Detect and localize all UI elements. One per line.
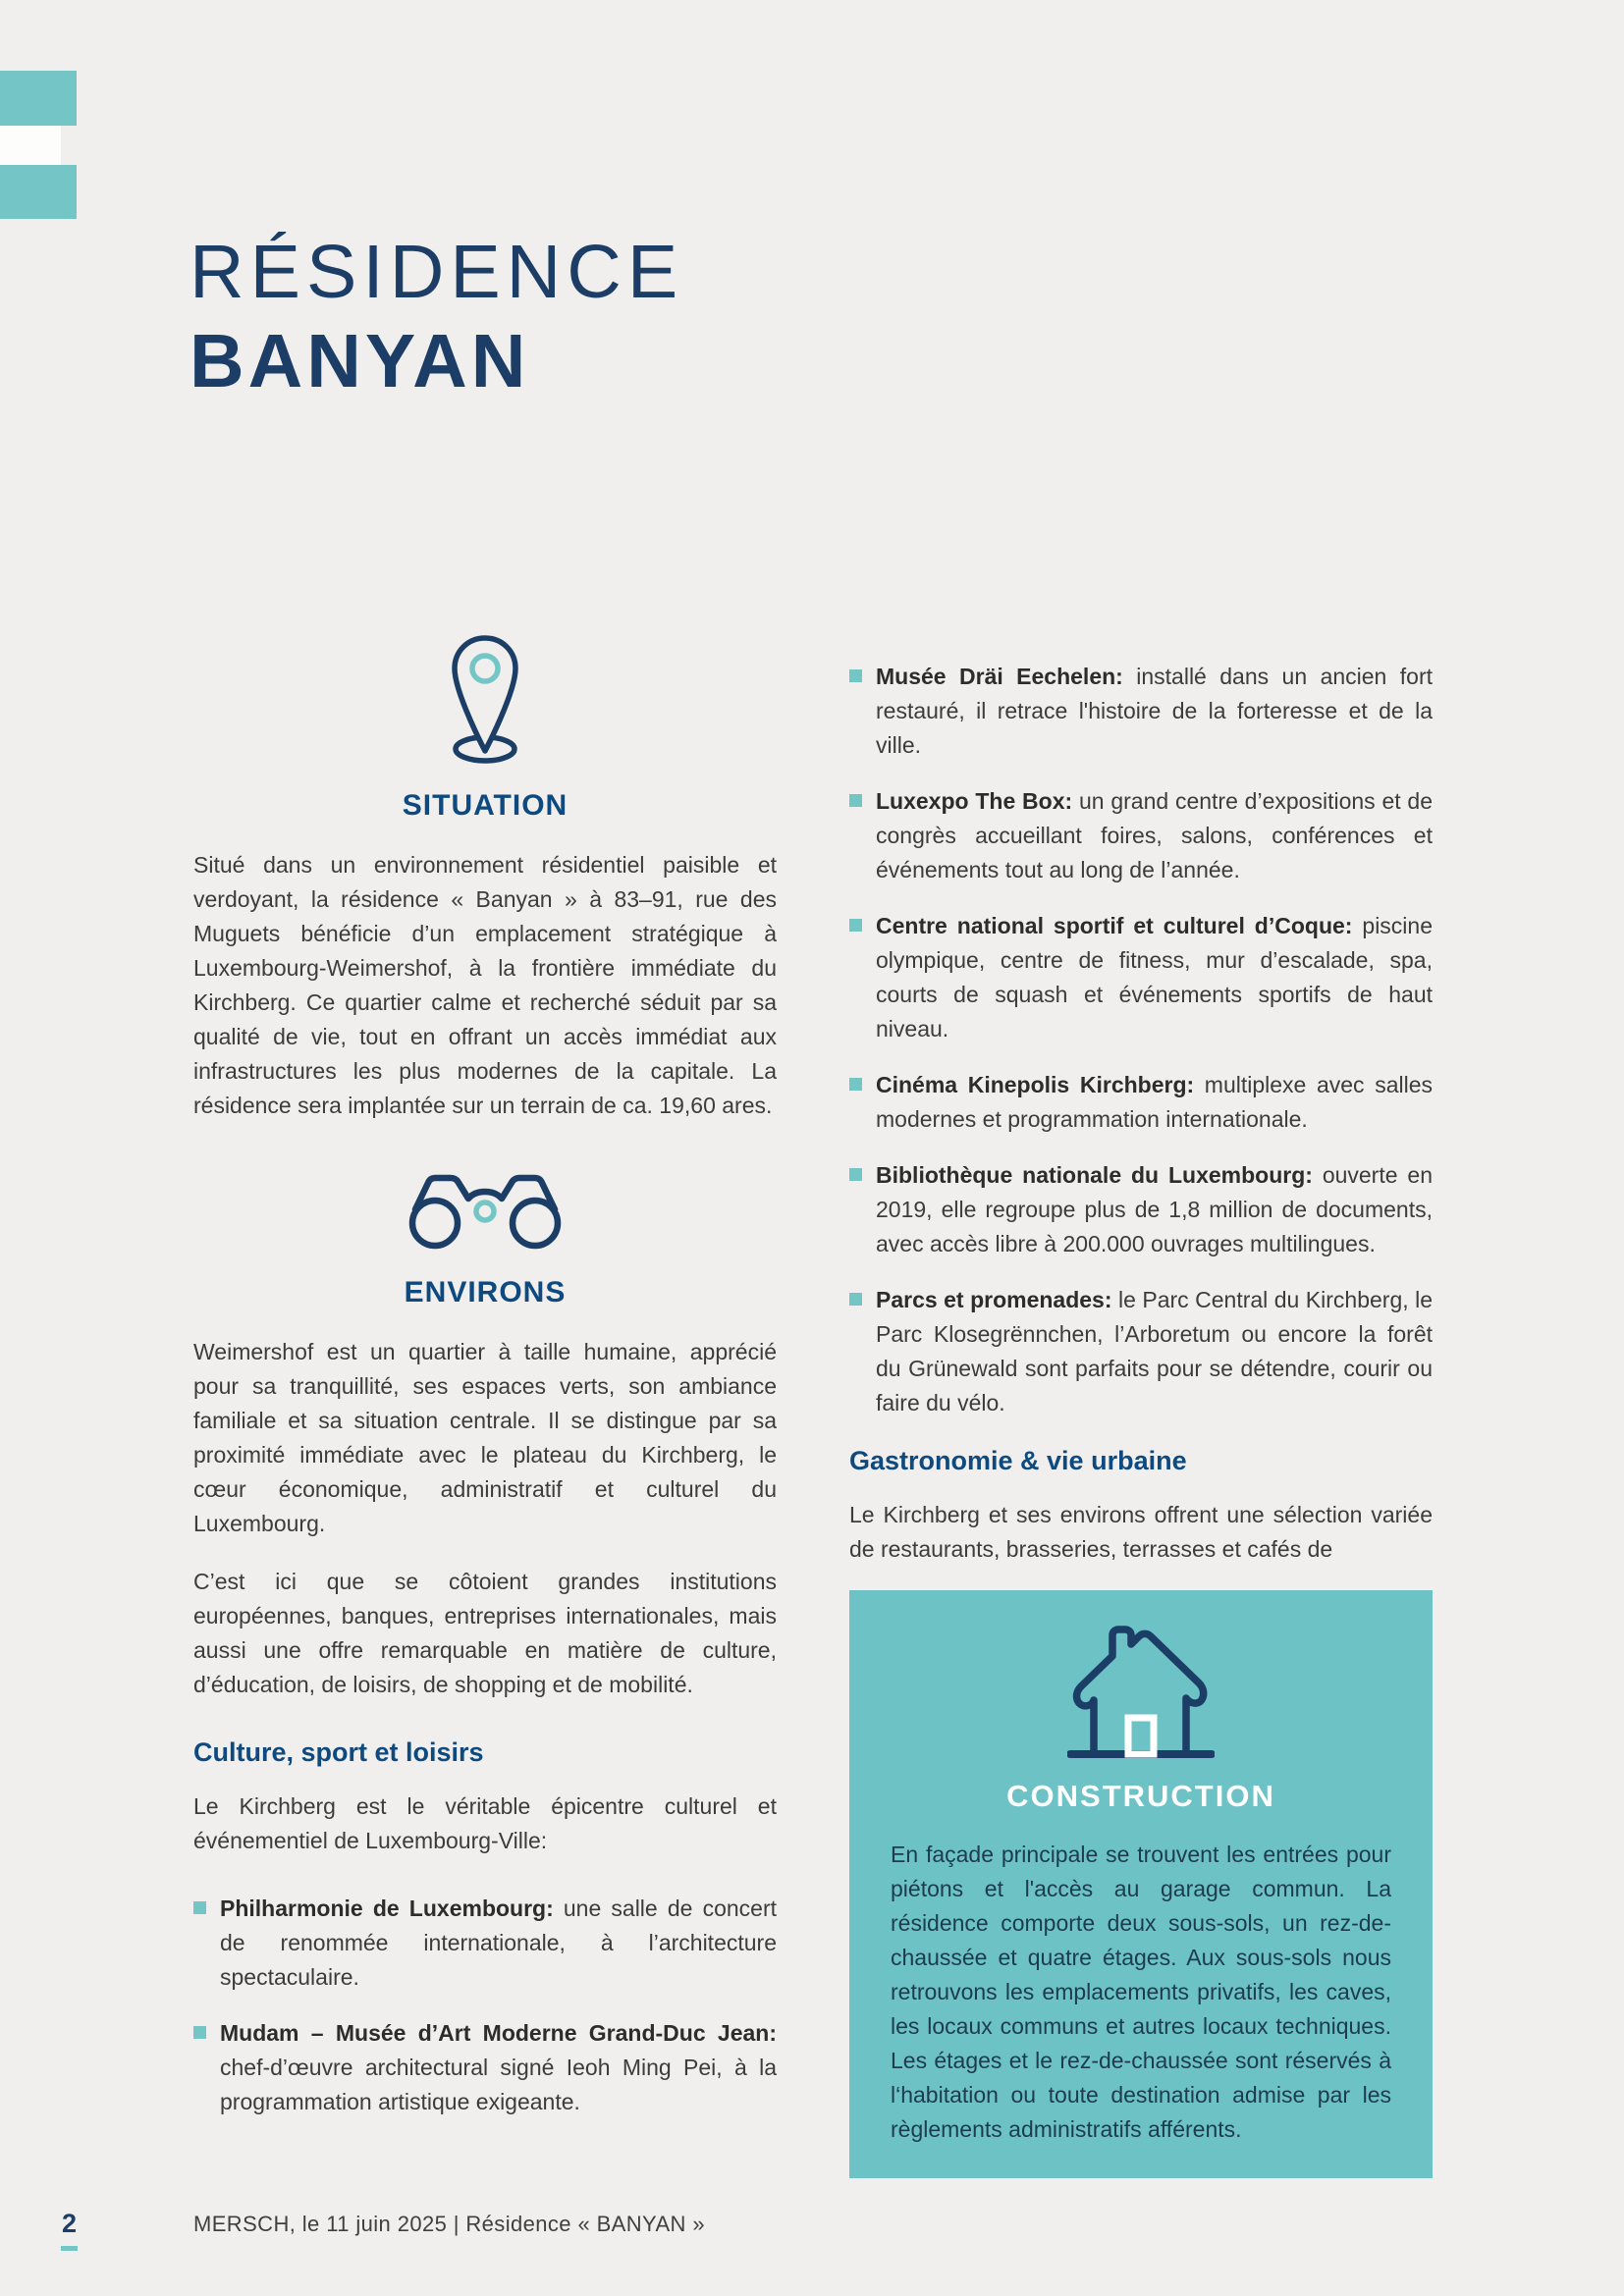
list-item [193,2016,777,2119]
section-heading-construction: CONSTRUCTION [1006,1779,1275,1813]
construction-box [849,1590,1433,2178]
right-column [849,660,1433,2178]
bullet-square-icon [193,1901,206,1914]
bullet-title: Bibliothèque nationale du Luxembourg: [876,1162,1313,1188]
list-item [849,1068,1433,1137]
page-number-underline [61,2246,78,2251]
bullet-text: chef-d’œuvre architectural signé Ieoh Ming Pei, à la programmation artistique exigeante. [220,2055,777,2114]
bullet-square-icon [849,669,862,682]
bullet-title: Cinéma Kinepolis Kirchberg: [876,1072,1195,1097]
page-title-line2: BANYAN [189,319,530,403]
subheading-culture: Culture, sport et loisirs [193,1737,484,1767]
binoculars-icon [406,1168,565,1251]
bullet-square-icon [849,1168,862,1181]
situation-paragraph: Situé dans un environnement résidentiel paisible et verdoyant, la résidence « Banyan » à 83–91, rue des Muguets bénéficie d’un emplacement stratégique à Luxembourg-Weimershof, à la frontière immédiate du Kirchberg. Ce quartier calme et recherché séduit par sa qualité de vie, tout en offrant un accès immédiat aux infrastructures les plus modernes de la capitale. La résidence sera implantée sur un terrain de ca. 19,60 ares. [193,852,777,1118]
section-heading-situation: SITUATION [402,789,568,822]
bullet-text: une salle de concert de renommée internationale, à l’architecture spectaculaire. [220,1896,777,1990]
bullet-text: un grand centre d’expositions et de congrès accueillant foires, salons, conférences et événements tout au long de l’année. [876,788,1433,882]
bullet-square-icon [849,919,862,932]
bullet-text: installé dans un ancien fort restauré, il retrace l'histoire de la forteresse et de la ville. [876,664,1433,758]
list-item [849,909,1433,1046]
construction-paragraph: En façade principale se trouvent les entrées pour piétons et l'accès au garage commun. La résidence comporte deux sous-sols, un rez-de-chaussée et quatre étages. Aux sous-sols nous retrouvons les emplacements privatifs, les caves, les locaux communs et autres locaux techniques. Les étages et le rez-de-chaussée sont réservés à l‘habitation ou toute destination admise par les règlements administratifs afférents. [891,1842,1391,2142]
bullet-title: Mudam – Musée d’Art Moderne Grand-Duc Jean: [220,2020,777,2046]
bullet-square-icon [849,794,862,807]
list-item [849,1158,1433,1261]
footer-text: MERSCH, le 11 juin 2025 | Résidence « BANYAN » [193,2212,705,2236]
attractions-bullet-list [849,660,1433,1420]
bullet-text: multiplexe avec salles modernes et programmation internationale. [876,1072,1433,1132]
page-title [189,228,683,406]
decorative-teal-block-top [0,71,77,126]
bullet-title: Parcs et promenades: [876,1287,1112,1312]
bullet-title: Musée Dräi Eechelen: [876,664,1123,689]
bullet-title: Centre national sportif et culturel d’Coque: [876,913,1353,938]
environs-paragraph-2: C’est ici que se côtoient grandes institutions européennes, banques, entreprises internationales, mais aussi une offre remarquable en matière de culture, d’éducation, de loisirs, de shopping et de mobilité. [193,1569,777,1697]
page-title-line1: RÉSIDENCE [189,230,684,314]
left-column [193,632,777,2119]
environs-paragraph-1: Weimershof est un quartier à taille humaine, apprécié pour sa tranquillité, ses espaces verts, son ambiance familiale et sa situation centrale. Il se distingue par sa proximité immédiate avec le plateau du Kirchberg, le cœur économique, administratif et culturel du Luxembourg. [193,1339,777,1536]
decorative-white-block [0,126,61,165]
map-pin-icon [445,632,525,768]
bullet-text: le Parc Central du Kirchberg, le Parc Klosegrënnchen, l’Arboretum ou encore la forêt du Grünewald sont parfaits pour se détendre, courir ou faire du vélo. [876,1287,1434,1415]
page-number: 2 [62,2209,78,2238]
gastronomie-paragraph: Le Kirchberg et ses environs offrent une sélection variée de restaurants, brasseries, terrasses et cafés de [849,1502,1433,1562]
list-item [193,1892,777,1995]
subheading-gastronomie: Gastronomie & vie urbaine [849,1446,1187,1475]
bullet-square-icon [849,1078,862,1091]
bullet-square-icon [193,2026,206,2039]
bullet-text: ouverte en 2019, elle regroupe plus de 1,8 million de documents, avec accès libre à 200.000 ouvrages multilingues. [876,1162,1433,1256]
house-icon [1067,1624,1215,1761]
section-heading-environs: ENVIRONS [404,1276,567,1308]
list-item [849,1283,1433,1420]
bullet-square-icon [849,1293,862,1306]
culture-intro: Le Kirchberg est le véritable épicentre culturel et événementiel de Luxembourg-Ville: [193,1793,777,1853]
bullet-title: Philharmonie de Luxembourg: [220,1896,554,1921]
list-item [849,660,1433,763]
decorative-teal-block-bottom [0,165,77,219]
bullet-title: Luxexpo The Box: [876,788,1073,814]
list-item [849,784,1433,887]
bullet-text: piscine olympique, centre de fitness, mur d’escalade, spa, courts de squash et événements sportifs de haut niveau. [876,913,1434,1041]
culture-bullet-list [193,1892,777,2119]
